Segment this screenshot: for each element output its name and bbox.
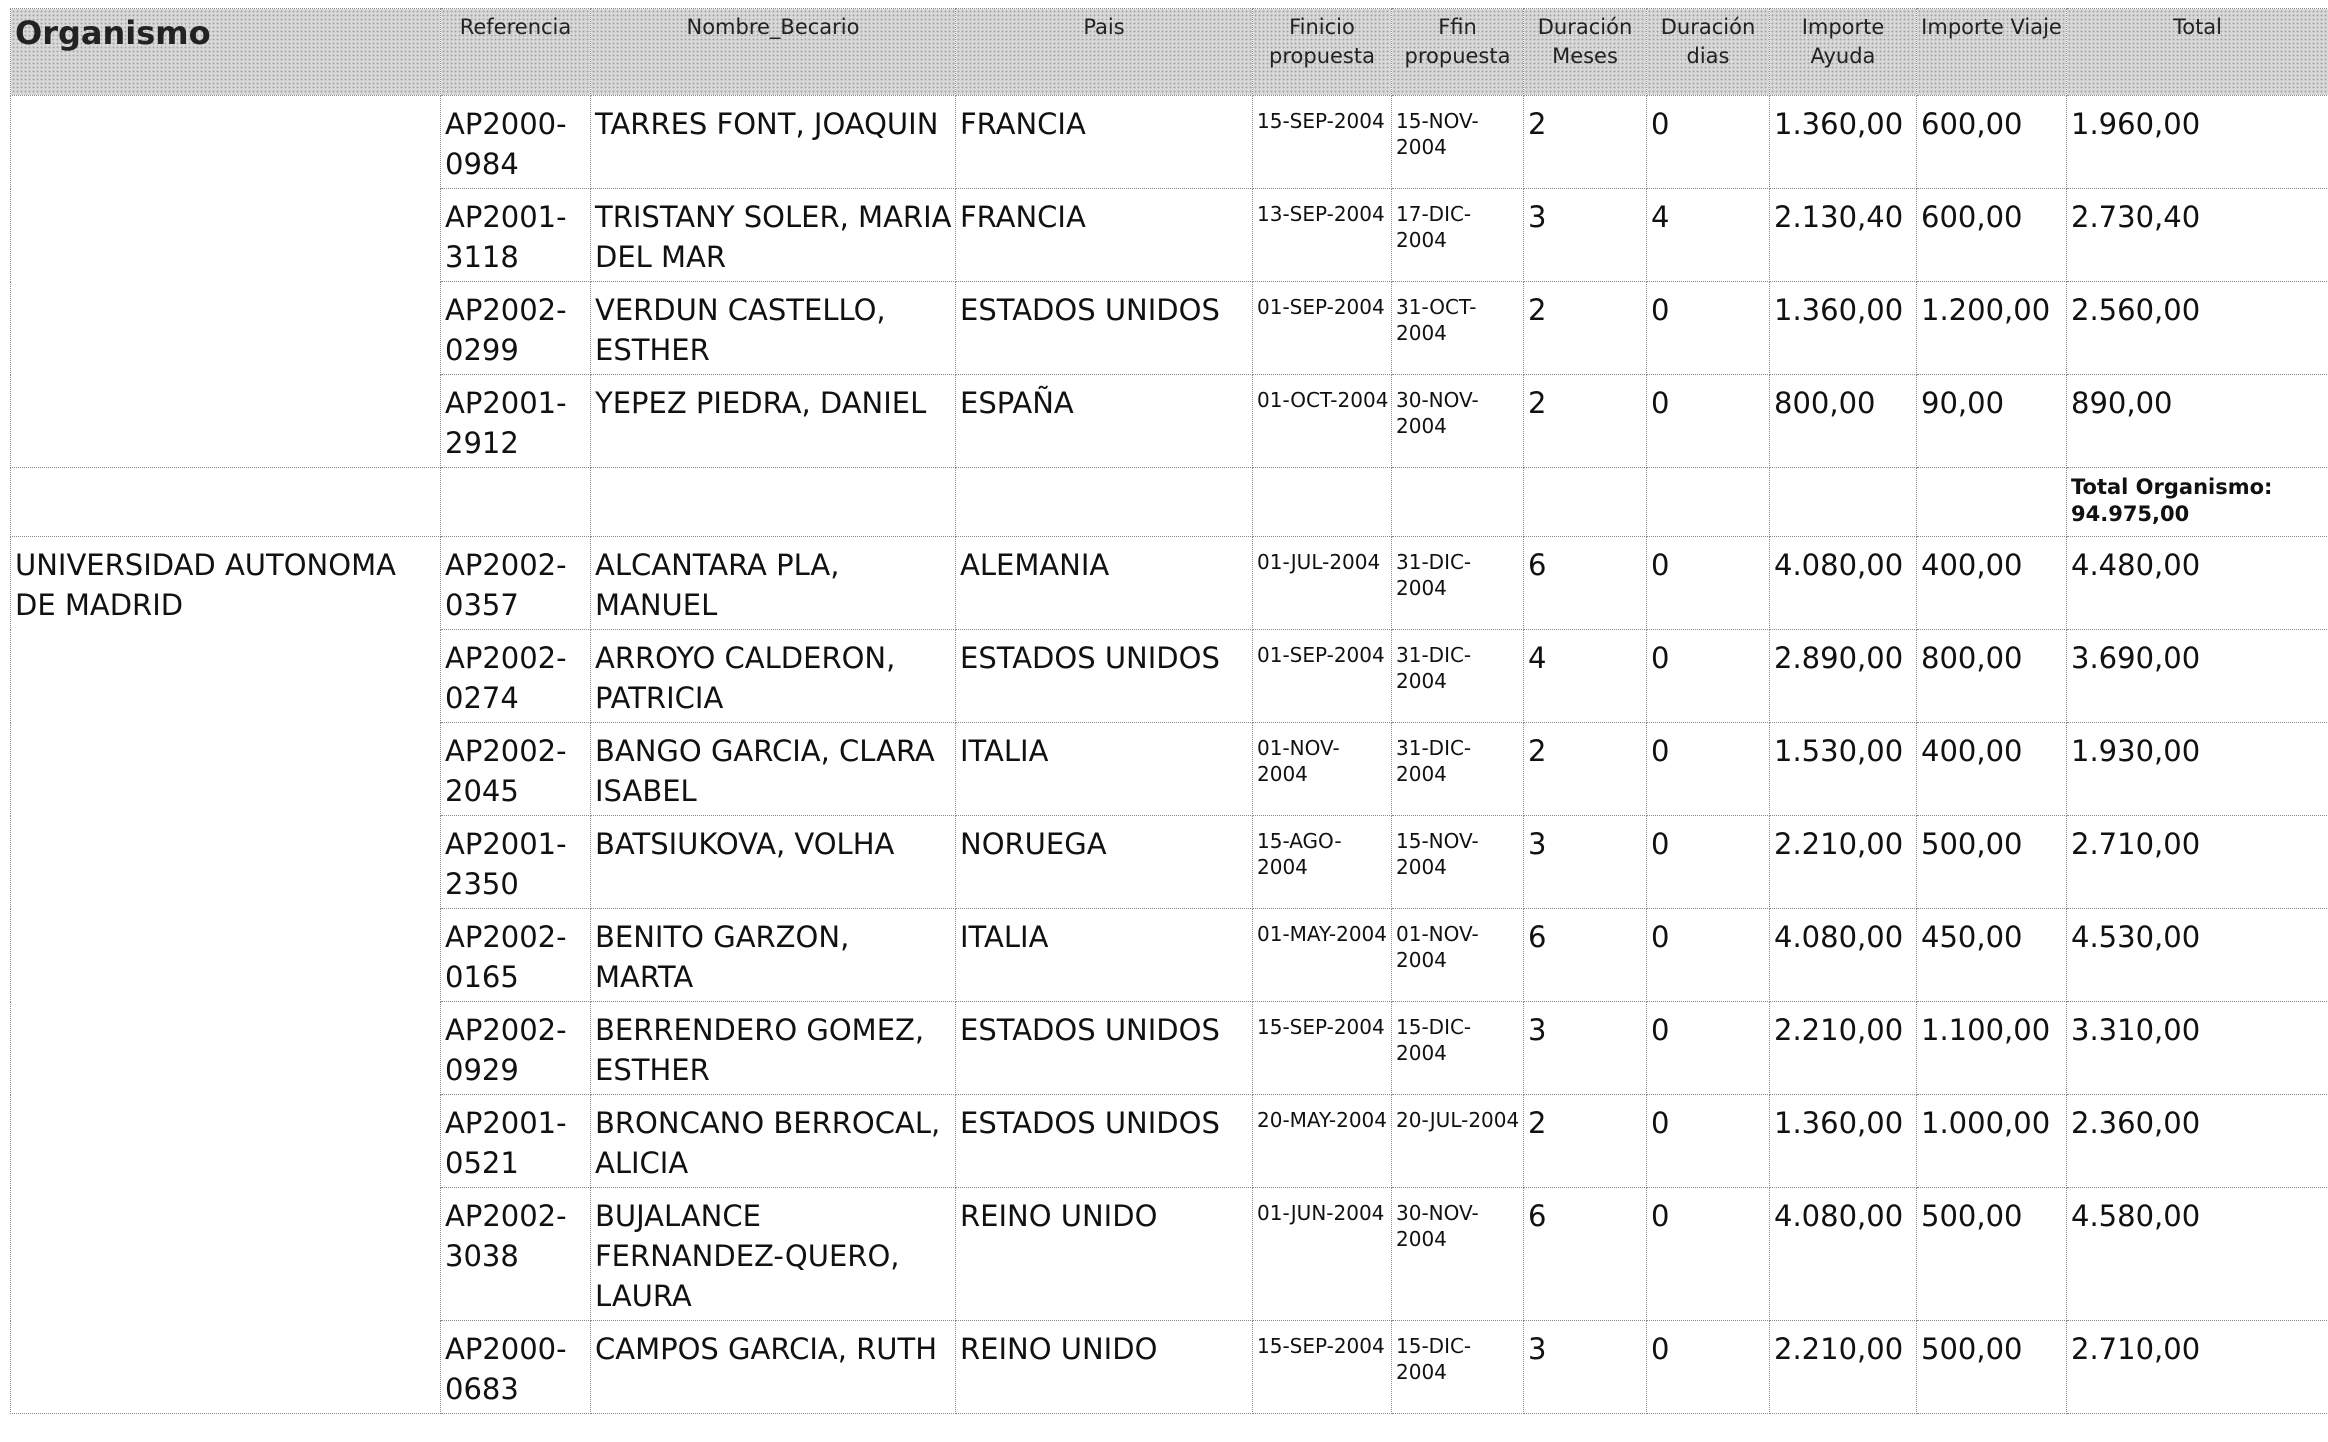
ffin-cell: 15-DIC-2004 — [1392, 1002, 1524, 1095]
dias-cell: 0 — [1647, 630, 1770, 723]
meses-cell: 6 — [1524, 1188, 1647, 1321]
nombre-cell: ALCANTARA PLA, MANUEL — [591, 537, 956, 630]
ayuda-cell: 800,00 — [1770, 375, 1917, 468]
dias-cell: 0 — [1647, 96, 1770, 189]
finicio-cell: 15-AGO-2004 — [1253, 816, 1392, 909]
meses-cell: 6 — [1524, 909, 1647, 1002]
viaje-cell: 800,00 — [1917, 630, 2067, 723]
dias-cell: 0 — [1647, 537, 1770, 630]
nombre-cell: BENITO GARZON, MARTA — [591, 909, 956, 1002]
finicio-cell: 01-JUL-2004 — [1253, 537, 1392, 630]
meses-cell: 3 — [1524, 1321, 1647, 1414]
table-row — [11, 96, 2328, 189]
total-cell: 1.960,00 — [2067, 96, 2328, 189]
meses-cell: 2 — [1524, 96, 1647, 189]
viaje-cell: 400,00 — [1917, 723, 2067, 816]
ffin-cell: 31-DIC-2004 — [1392, 630, 1524, 723]
header-ffin-propuesta: Ffin propuesta — [1392, 9, 1524, 96]
total-organismo-row — [11, 468, 2328, 537]
ffin-cell: 31-OCT-2004 — [1392, 282, 1524, 375]
referencia-cell: AP2001-2350 — [441, 816, 591, 909]
meses-cell: 2 — [1524, 723, 1647, 816]
total-cell: 3.690,00 — [2067, 630, 2328, 723]
pais-cell: ESPAÑA — [956, 375, 1253, 468]
pais-cell: ITALIA — [956, 909, 1253, 1002]
pais-cell: ESTADOS UNIDOS — [956, 1002, 1253, 1095]
nombre-cell: ARROYO CALDERON, PATRICIA — [591, 630, 956, 723]
finicio-cell: 01-MAY-2004 — [1253, 909, 1392, 1002]
nombre-cell: VERDUN CASTELLO, ESTHER — [591, 282, 956, 375]
ffin-cell: 15-DIC-2004 — [1392, 1321, 1524, 1414]
dias-cell: 0 — [1647, 375, 1770, 468]
finicio-cell: 20-MAY-2004 — [1253, 1095, 1392, 1188]
meses-cell: 6 — [1524, 537, 1647, 630]
ffin-cell: 30-NOV-2004 — [1392, 375, 1524, 468]
pais-cell: REINO UNIDO — [956, 1188, 1253, 1321]
viaje-cell: 1.200,00 — [1917, 282, 2067, 375]
total-cell: 4.580,00 — [2067, 1188, 2328, 1321]
header-total: Total — [2067, 9, 2328, 96]
meses-cell: 2 — [1524, 375, 1647, 468]
referencia-cell: AP2001-0521 — [441, 1095, 591, 1188]
viaje-cell: 500,00 — [1917, 1188, 2067, 1321]
viaje-cell: 90,00 — [1917, 375, 2067, 468]
dias-cell: 0 — [1647, 909, 1770, 1002]
dias-cell: 0 — [1647, 1188, 1770, 1321]
grants-table — [10, 8, 2328, 1414]
finicio-cell: 15-SEP-2004 — [1253, 96, 1392, 189]
pais-cell: ESTADOS UNIDOS — [956, 630, 1253, 723]
pais-cell: FRANCIA — [956, 189, 1253, 282]
total-cell: 1.930,00 — [2067, 723, 2328, 816]
header-organismo: Organismo — [11, 9, 441, 96]
ffin-cell: 15-NOV-2004 — [1392, 96, 1524, 189]
total-cell: 4.480,00 — [2067, 537, 2328, 630]
ffin-cell: 17-DIC-2004 — [1392, 189, 1524, 282]
finicio-cell: 01-NOV-2004 — [1253, 723, 1392, 816]
referencia-cell: AP2002-3038 — [441, 1188, 591, 1321]
nombre-cell: CAMPOS GARCIA, RUTH — [591, 1321, 956, 1414]
dias-cell: 0 — [1647, 1321, 1770, 1414]
ayuda-cell: 2.890,00 — [1770, 630, 1917, 723]
meses-cell: 4 — [1524, 630, 1647, 723]
nombre-cell: BERRENDERO GOMEZ, ESTHER — [591, 1002, 956, 1095]
meses-cell: 3 — [1524, 189, 1647, 282]
ayuda-cell: 4.080,00 — [1770, 909, 1917, 1002]
header-nombre-becario: Nombre_Becario — [591, 9, 956, 96]
ayuda-cell: 1.530,00 — [1770, 723, 1917, 816]
dias-cell: 0 — [1647, 1002, 1770, 1095]
total-cell: 3.310,00 — [2067, 1002, 2328, 1095]
nombre-cell: TRISTANY SOLER, MARIA DEL MAR — [591, 189, 956, 282]
ffin-cell: 30-NOV-2004 — [1392, 1188, 1524, 1321]
ayuda-cell: 2.130,40 — [1770, 189, 1917, 282]
total-cell: 2.710,00 — [2067, 1321, 2328, 1414]
referencia-cell: AP2002-0357 — [441, 537, 591, 630]
ayuda-cell: 4.080,00 — [1770, 537, 1917, 630]
pais-cell: REINO UNIDO — [956, 1321, 1253, 1414]
viaje-cell: 600,00 — [1917, 96, 2067, 189]
viaje-cell: 500,00 — [1917, 816, 2067, 909]
header-importe-viaje: Importe Viaje — [1917, 9, 2067, 96]
dias-cell: 0 — [1647, 723, 1770, 816]
ffin-cell: 31-DIC-2004 — [1392, 537, 1524, 630]
meses-cell: 2 — [1524, 282, 1647, 375]
ayuda-cell: 2.210,00 — [1770, 1002, 1917, 1095]
dias-cell: 0 — [1647, 282, 1770, 375]
ayuda-cell: 2.210,00 — [1770, 1321, 1917, 1414]
viaje-cell: 400,00 — [1917, 537, 2067, 630]
nombre-cell: YEPEZ PIEDRA, DANIEL — [591, 375, 956, 468]
ayuda-cell: 1.360,00 — [1770, 1095, 1917, 1188]
meses-cell: 3 — [1524, 1002, 1647, 1095]
referencia-cell: AP2002-2045 — [441, 723, 591, 816]
header-duracion-dias: Duración dias — [1647, 9, 1770, 96]
ayuda-cell: 4.080,00 — [1770, 1188, 1917, 1321]
ayuda-cell: 1.360,00 — [1770, 96, 1917, 189]
finicio-cell: 13-SEP-2004 — [1253, 189, 1392, 282]
total-cell: 2.560,00 — [2067, 282, 2328, 375]
referencia-cell: AP2000-0683 — [441, 1321, 591, 1414]
pais-cell: ESTADOS UNIDOS — [956, 282, 1253, 375]
finicio-cell: 15-SEP-2004 — [1253, 1002, 1392, 1095]
nombre-cell: BUJALANCE FERNANDEZ-QUERO, LAURA — [591, 1188, 956, 1321]
total-cell: 2.730,40 — [2067, 189, 2328, 282]
viaje-cell: 1.100,00 — [1917, 1002, 2067, 1095]
meses-cell: 2 — [1524, 1095, 1647, 1188]
header-row — [11, 9, 2328, 96]
ayuda-cell: 2.210,00 — [1770, 816, 1917, 909]
viaje-cell: 500,00 — [1917, 1321, 2067, 1414]
nombre-cell: BANGO GARCIA, CLARA ISABEL — [591, 723, 956, 816]
dias-cell: 4 — [1647, 189, 1770, 282]
meses-cell: 3 — [1524, 816, 1647, 909]
pais-cell: ESTADOS UNIDOS — [956, 1095, 1253, 1188]
referencia-cell: AP2002-0274 — [441, 630, 591, 723]
total-cell: 4.530,00 — [2067, 909, 2328, 1002]
pais-cell: ITALIA — [956, 723, 1253, 816]
viaje-cell: 600,00 — [1917, 189, 2067, 282]
ffin-cell: 15-NOV-2004 — [1392, 816, 1524, 909]
finicio-cell: 15-SEP-2004 — [1253, 1321, 1392, 1414]
header-pais: Pais — [956, 9, 1253, 96]
referencia-cell: AP2001-2912 — [441, 375, 591, 468]
total-cell: 2.360,00 — [2067, 1095, 2328, 1188]
total-cell: 890,00 — [2067, 375, 2328, 468]
organismo-cell — [11, 96, 441, 468]
header-duracion-meses: Duración Meses — [1524, 9, 1647, 96]
table-row — [11, 537, 2328, 630]
total-organismo-cell: Total Organismo: 94.975,00 — [2067, 468, 2328, 537]
finicio-cell: 01-SEP-2004 — [1253, 282, 1392, 375]
ffin-cell: 31-DIC-2004 — [1392, 723, 1524, 816]
header-importe-ayuda: Importe Ayuda — [1770, 9, 1917, 96]
referencia-cell: AP2002-0299 — [441, 282, 591, 375]
ffin-cell: 01-NOV-2004 — [1392, 909, 1524, 1002]
dias-cell: 0 — [1647, 816, 1770, 909]
header-finicio-propuesta: Finicio propuesta — [1253, 9, 1392, 96]
pais-cell: ALEMANIA — [956, 537, 1253, 630]
header-referencia: Referencia — [441, 9, 591, 96]
viaje-cell: 1.000,00 — [1917, 1095, 2067, 1188]
referencia-cell: AP2001-3118 — [441, 189, 591, 282]
nombre-cell: BRONCANO BERROCAL, ALICIA — [591, 1095, 956, 1188]
viaje-cell: 450,00 — [1917, 909, 2067, 1002]
ffin-cell: 20-JUL-2004 — [1392, 1095, 1524, 1188]
organismo-cell: UNIVERSIDAD AUTONOMA DE MADRID — [11, 537, 441, 1414]
pais-cell: FRANCIA — [956, 96, 1253, 189]
ayuda-cell: 1.360,00 — [1770, 282, 1917, 375]
nombre-cell: TARRES FONT, JOAQUIN — [591, 96, 956, 189]
referencia-cell: AP2002-0165 — [441, 909, 591, 1002]
nombre-cell: BATSIUKOVA, VOLHA — [591, 816, 956, 909]
finicio-cell: 01-SEP-2004 — [1253, 630, 1392, 723]
total-cell: 2.710,00 — [2067, 816, 2328, 909]
referencia-cell: AP2000-0984 — [441, 96, 591, 189]
referencia-cell: AP2002-0929 — [441, 1002, 591, 1095]
dias-cell: 0 — [1647, 1095, 1770, 1188]
finicio-cell: 01-JUN-2004 — [1253, 1188, 1392, 1321]
pais-cell: NORUEGA — [956, 816, 1253, 909]
finicio-cell: 01-OCT-2004 — [1253, 375, 1392, 468]
